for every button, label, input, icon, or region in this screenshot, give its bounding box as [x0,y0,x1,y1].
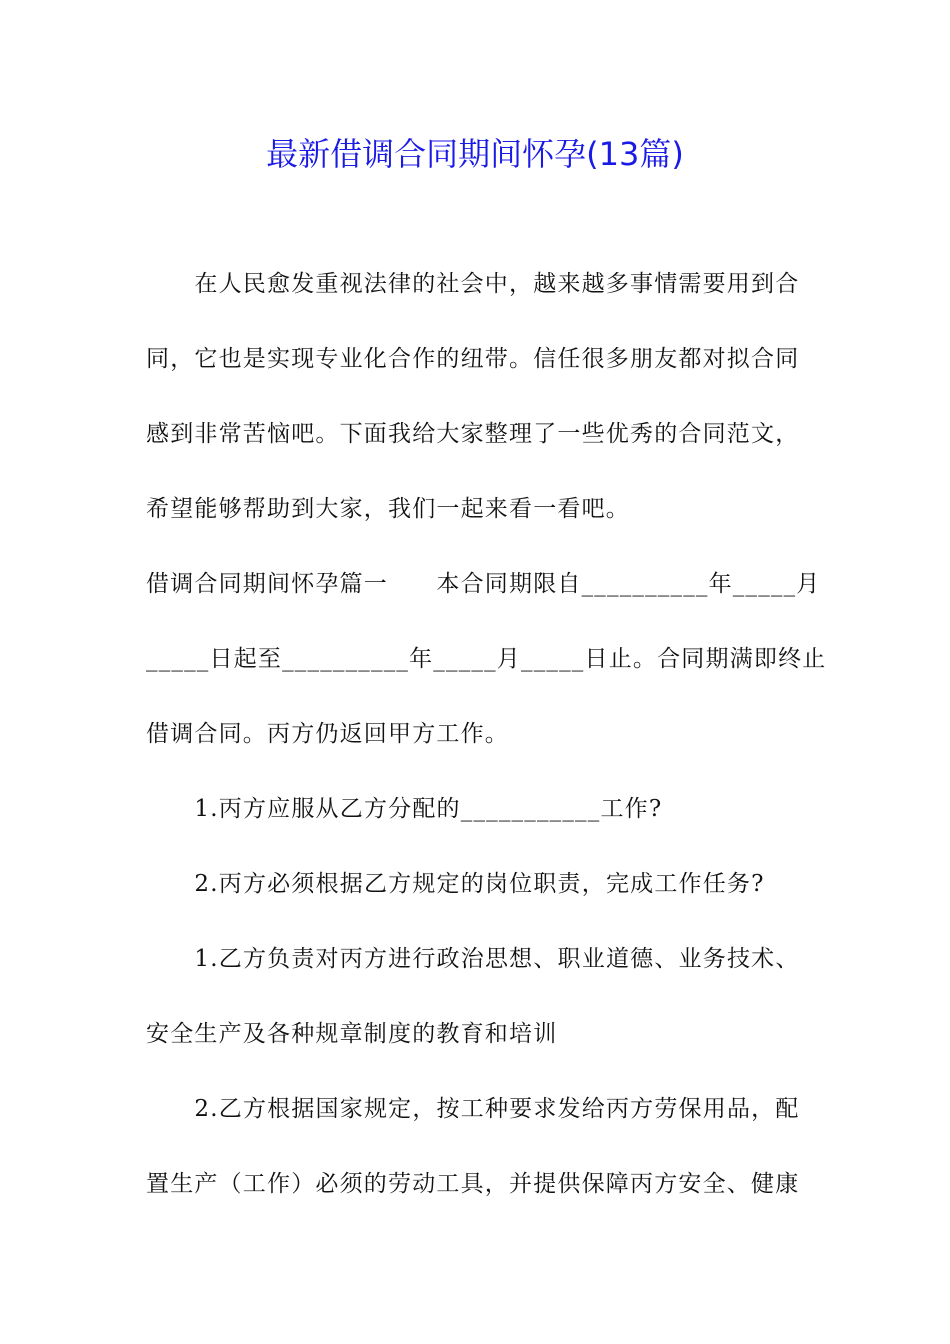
paragraph-line: 借调合同。丙方仍返回甲方工作。 [146,721,509,747]
paragraph-line: 希望能够帮助到大家，我们一起来看一看吧。 [146,496,630,522]
paragraph-line: 安全生产及各种规章制度的教育和培训 [146,1021,558,1047]
paragraph-line: _____日起至__________年_____月_____日止。合同期满即终止 [146,646,827,672]
clause-line: 1.乙方负责对丙方进行政治思想、职业道德、业务技术、 [146,946,800,972]
clause-line: 2.丙方必须根据乙方规定的岗位职责，完成工作任务? [146,871,765,897]
document-title: 最新借调合同期间怀孕(13篇) [266,135,684,173]
section-heading-line: 借调合同期间怀孕篇一 本合同期限自__________年_____月 [146,571,821,597]
paragraph-line: 感到非常苦恼吧。下面我给大家整理了一些优秀的合同范文， [146,421,800,447]
paragraph-line: 同，它也是实现专业化合作的纽带。信任很多朋友都对拟合同 [146,346,800,372]
clause-line: 1.丙方应服从乙方分配的___________工作? [146,796,663,822]
paragraph-line: 置生产（工作）必须的劳动工具，并提供保障丙方安全、健康 [146,1171,800,1197]
paragraph-line: 在人民愈发重视法律的社会中，越来越多事情需要用到合 [146,271,800,297]
clause-line: 2.乙方根据国家规定，按工种要求发给丙方劳保用品，配 [146,1096,800,1122]
